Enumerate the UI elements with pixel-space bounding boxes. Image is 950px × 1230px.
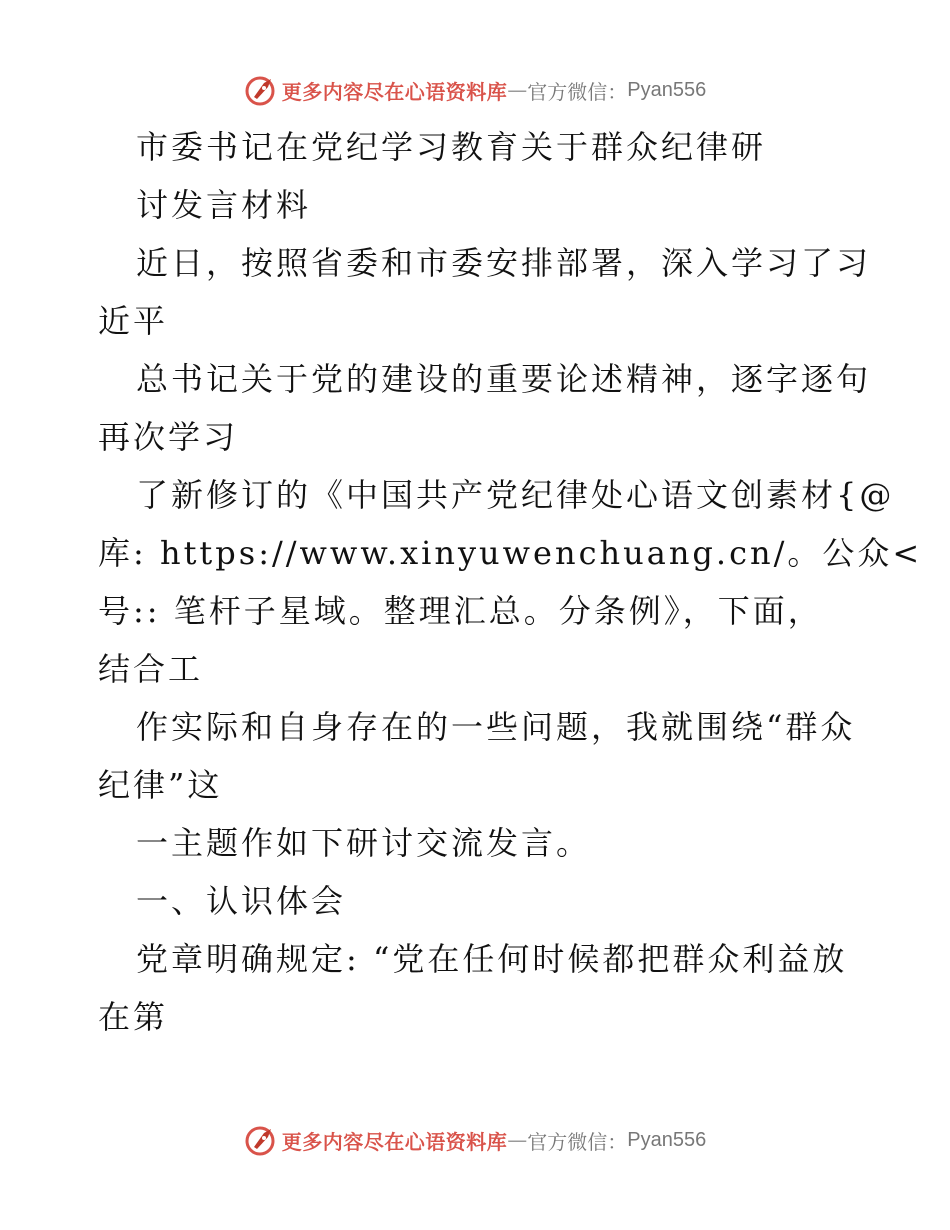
doc-line: 号:: 笔杆子星域。整理汇总。分条例》，下面，	[98, 592, 823, 630]
brand-text: 更多内容尽在心语资料库	[281, 79, 508, 104]
wechat-label: 官方微信：	[527, 1129, 628, 1154]
doc-line: 讨发言材料	[136, 186, 312, 224]
doc-line: 在第	[98, 998, 169, 1036]
banner-separator: —	[507, 1128, 528, 1152]
doc-line: 再次学习	[98, 418, 239, 456]
header-banner	[0, 70, 950, 110]
pen-nib-icon	[244, 1123, 278, 1157]
doc-line: 总书记关于党的建设的重要论述精神，逐字逐句	[136, 360, 872, 398]
wechat-label: 官方微信：	[527, 79, 628, 104]
wechat-id: Pyan556	[627, 78, 707, 101]
document-body	[98, 118, 923, 1046]
doc-line: 库: https://www.xinyuwenchuang.cn/。公众<	[98, 534, 923, 572]
doc-line: 纪律”这	[98, 766, 223, 804]
doc-line: 市委书记在党纪学习教育关于群众纪律研	[136, 128, 767, 166]
footer-banner	[0, 1120, 950, 1160]
doc-line: 近日，按照省委和市委安排部署，深入学习了习	[136, 244, 872, 282]
doc-line: 一主题作如下研讨交流发言。	[136, 824, 592, 862]
doc-line: 了新修订的《中国共产党纪律处心语文创素材{@	[136, 476, 895, 514]
doc-line: 一、认识体会	[136, 882, 347, 920]
doc-line: 作实际和自身存在的一些问题，我就围绕“群众	[136, 708, 856, 746]
doc-line: 近平	[98, 302, 169, 340]
brand-text: 更多内容尽在心语资料库	[281, 1129, 508, 1154]
doc-line: 党章明确规定: “党在任何时候都把群众利益放	[136, 940, 848, 978]
banner-separator: —	[507, 78, 528, 102]
doc-line: 结合工	[98, 650, 204, 688]
pen-nib-icon	[244, 73, 278, 107]
wechat-id: Pyan556	[627, 1128, 707, 1151]
